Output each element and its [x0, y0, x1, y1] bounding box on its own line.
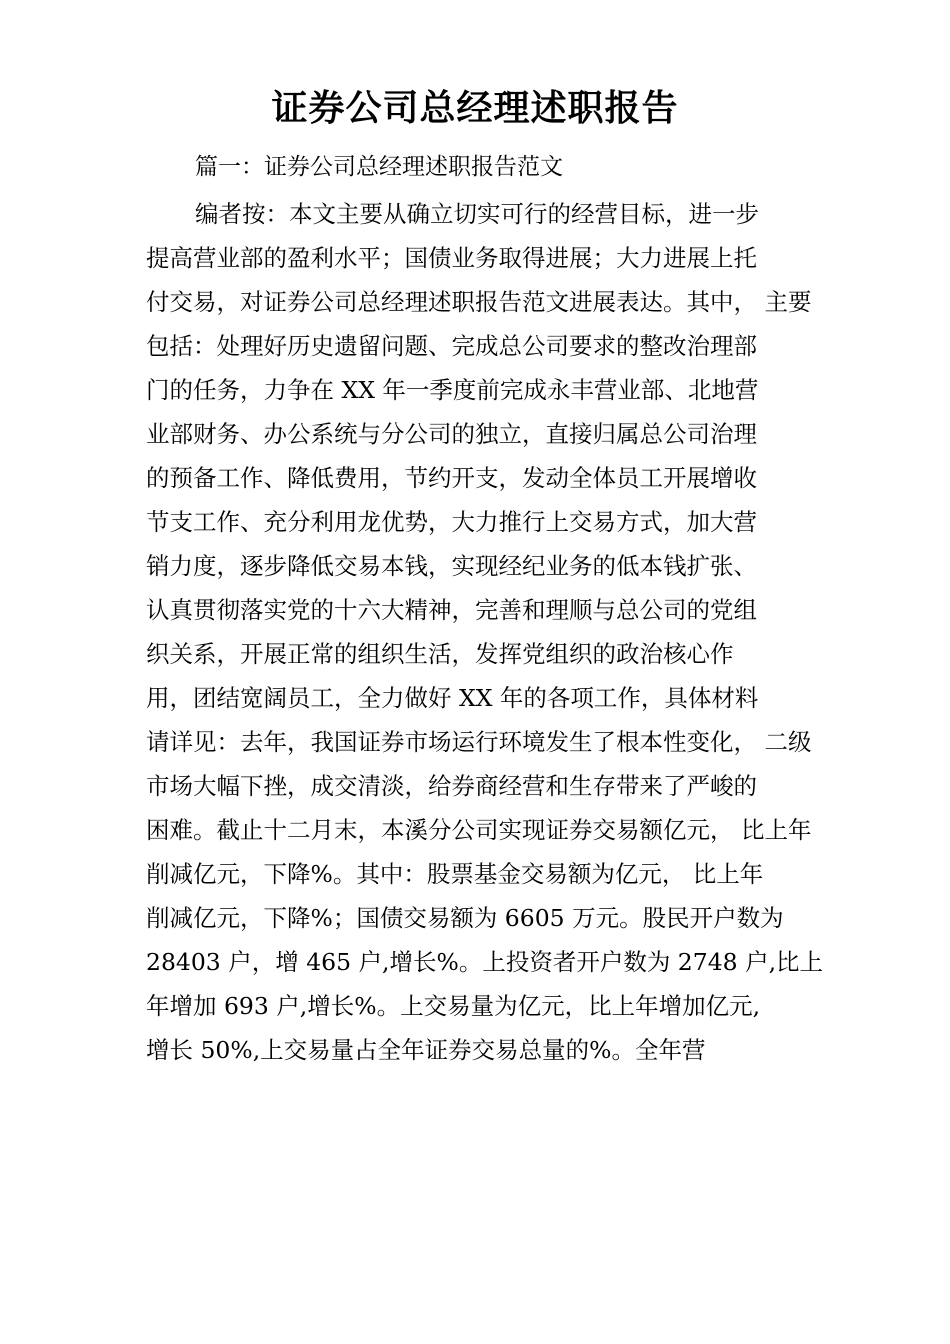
- paragraph-line: 削减亿元，下降%；国债交易额为 6605 万元。股民开户数为: [146, 904, 784, 932]
- paragraph-line: 的预备工作、降低费用，节约开支，发动全体员工开展增收: [146, 464, 757, 492]
- paragraph-line: 门的任务，力争在 XX 年一季度前完成永丰营业部、北地营: [146, 376, 759, 404]
- paragraph-line: 业部财务、办公系统与分公司的独立，直接归属总公司治理: [146, 420, 757, 448]
- paragraph-line: 织关系，开展正常的组织生活，发挥党组织的政治核心作: [146, 640, 734, 668]
- paragraph-line: 用，团结宽阔员工，全力做好 XX 年的各项工作，具体材料: [146, 684, 759, 712]
- paragraph-line: 削减亿元，下降%。其中：股票基金交易额为亿元， 比上年: [146, 860, 764, 888]
- section-heading: 篇一：证券公司总经理述职报告范文: [195, 154, 563, 180]
- paragraph-line: 节支工作、充分利用龙优势，大力推行上交易方式，加大营: [146, 508, 757, 536]
- document-title: 证券公司总经理述职报告: [271, 87, 679, 129]
- paragraph-line: 市场大幅下挫，成交清淡，给券商经营和生存带来了严峻的: [146, 772, 757, 800]
- paragraph-line: 包括：处理好历史遗留问题、完成总公司要求的整改治理部: [146, 332, 757, 360]
- body-text: [146, 192, 826, 1072]
- paragraph-line: 认真贯彻落实党的十六大精神，完善和理顺与总公司的党组: [146, 596, 757, 624]
- paragraph-line: 提高营业部的盈利水平；国债业务取得进展；大力进展上托: [146, 244, 757, 272]
- paragraph-line: 增长 50%,上交易量占全年证券交易总量的%。全年营: [146, 1036, 706, 1064]
- paragraph-line: 销力度，逐步降低交易本钱，实现经纪业务的低本钱扩张、: [146, 552, 757, 580]
- paragraph-line: 付交易，对证券公司总经理述职报告范文进展表达。其中， 主要: [146, 288, 812, 316]
- paragraph-line: 请详见：去年，我国证券市场运行环境发生了根本性变化， 二级: [146, 728, 812, 756]
- paragraph-line: 28403 户，增 465 户,增长%。上投资者开户数为 2748 户,比上: [146, 948, 824, 976]
- paragraph-line: 编者按：本文主要从确立切实可行的经营目标，进一步: [195, 200, 759, 228]
- paragraph-line: 困难。截止十二月末，本溪分公司实现证券交易额亿元， 比上年: [146, 816, 812, 844]
- paragraph-line: 年增加 693 户,增长%。上交易量为亿元，比上年增加亿元,: [146, 992, 761, 1020]
